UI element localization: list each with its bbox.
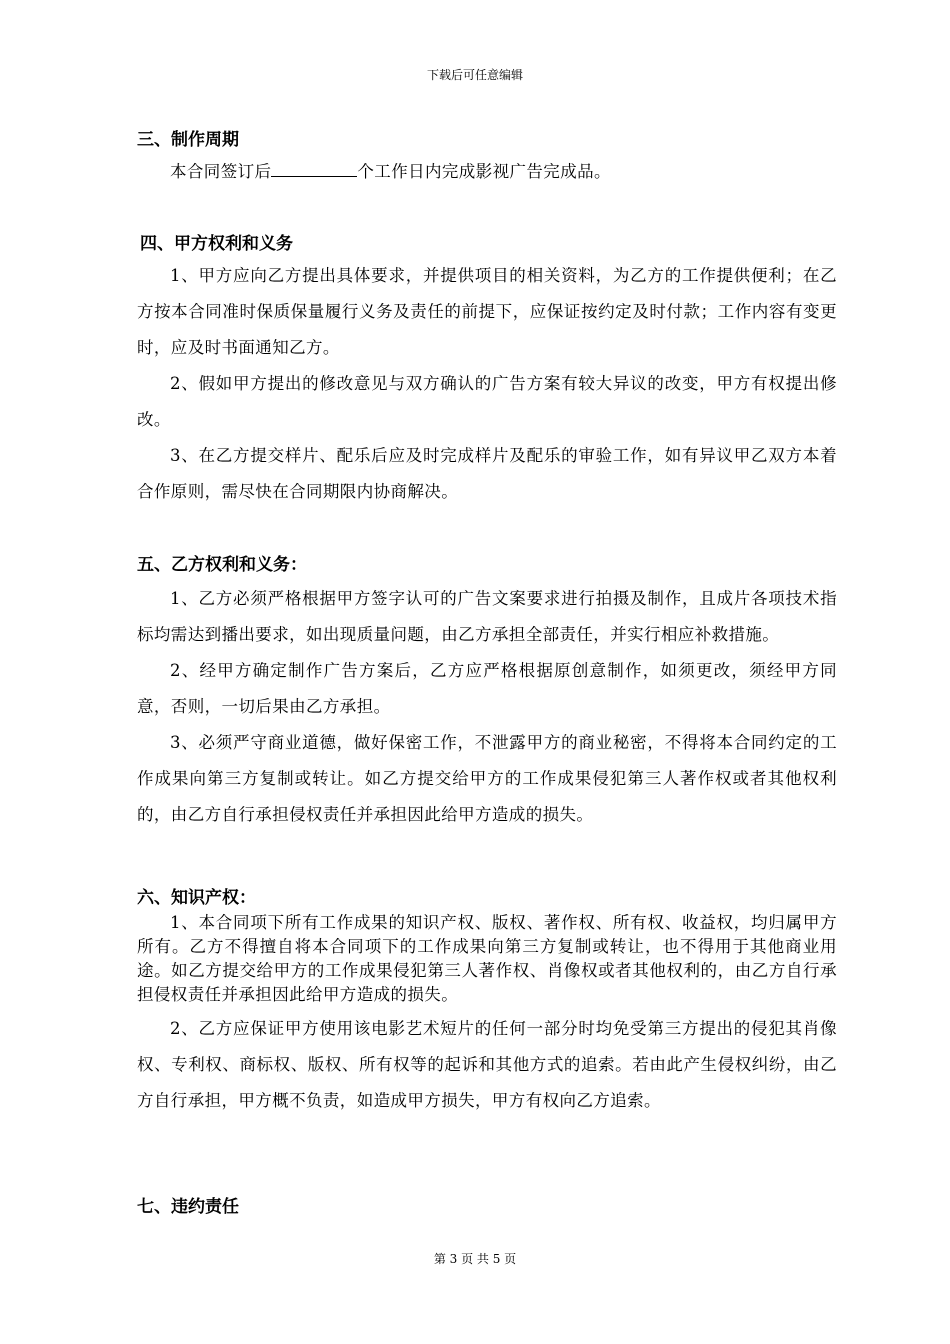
blank-days-field [271,160,357,177]
section-6-title: 六、知识产权： [137,888,256,908]
section-5-paragraph-2: 2、经甲方确定制作广告方案后，乙方应严格根据原创意制作，如须更改，须经甲方同意，否则，一切后果由乙方承担。 [137,661,837,716]
section-3-text-pre: 本合同签订后 [170,162,272,181]
section-4-title: 四、甲方权利和义务 [140,234,293,254]
page-header: 下载后可任意编辑 [426,68,523,82]
section-3-title: 三、制作周期 [137,130,239,150]
section-3-body [137,154,837,190]
section-4-paragraph-1: 1、甲方应向乙方提出具体要求，并提供项目的相关资料，为乙方的工作提供便利；在乙方按本合同准时保质保量履行义务及责任的前提下，应保证按约定及时付款；工作内容有变更时，应及时书面通知乙方。 [137,266,837,357]
page-footer: 第 3 页 共 5 页 [433,1252,517,1266]
section-4-paragraph-2: 2、假如甲方提出的修改意见与双方确认的广告方案有较大异议的改变，甲方有权提出修改。 [137,374,837,429]
section-3-text-post: 个工作日内完成影视广告完成品。 [357,162,611,181]
section-5-title: 五、乙方权利和义务： [137,555,307,575]
section-3-paragraph [137,154,837,190]
section-6-paragraph-1: 1、本合同项下所有工作成果的知识产权、版权、著作权、所有权、收益权，均归属甲方所有。乙方不得擅自将本合同项下的工作成果向第三方复制或转让，也不得用于其他商业用途。如乙方提交给甲方的工作成果侵犯第三人著作权、肖像权或者其他权利的，由乙方自行承担侵权责任并承担因此给甲方造成的损失。 [137,913,837,1004]
section-4-body [137,258,837,510]
section-5-body [137,581,837,833]
section-5-paragraph-1: 1、乙方必须严格根据甲方签字认可的广告文案要求进行拍摄及制作，且成片各项技术指标均需达到播出要求，如出现质量问题，由乙方承担全部责任，并实行相应补救措施。 [137,589,837,644]
section-4-paragraph-3: 3、在乙方提交样片、配乐后应及时完成样片及配乐的审验工作，如有异议甲乙双方本着合作原则，需尽快在合同期限内协商解决。 [137,446,837,501]
section-6-paragraph-2: 2、乙方应保证甲方使用该电影艺术短片的任何一部分时均免受第三方提出的侵犯其肖像权、专利权、商标权、版权、所有权等的起诉和其他方式的追索。若由此产生侵权纠纷，由乙方自行承担，甲方概不负责，如造成甲方损失，甲方有权向乙方追索。 [137,1019,837,1110]
section-6-paragraph-1-block [137,911,837,1007]
section-7-title: 七、违约责任 [137,1197,239,1217]
section-6-paragraph-2-block [137,1011,837,1119]
section-5-paragraph-3: 3、必须严守商业道德，做好保密工作，不泄露甲方的商业秘密，不得将本合同约定的工作成果向第三方复制或转让。如乙方提交给甲方的工作成果侵犯第三人著作权或者其他权利的，由乙方自行承担侵权责任并承担因此给甲方造成的损失。 [137,733,837,824]
